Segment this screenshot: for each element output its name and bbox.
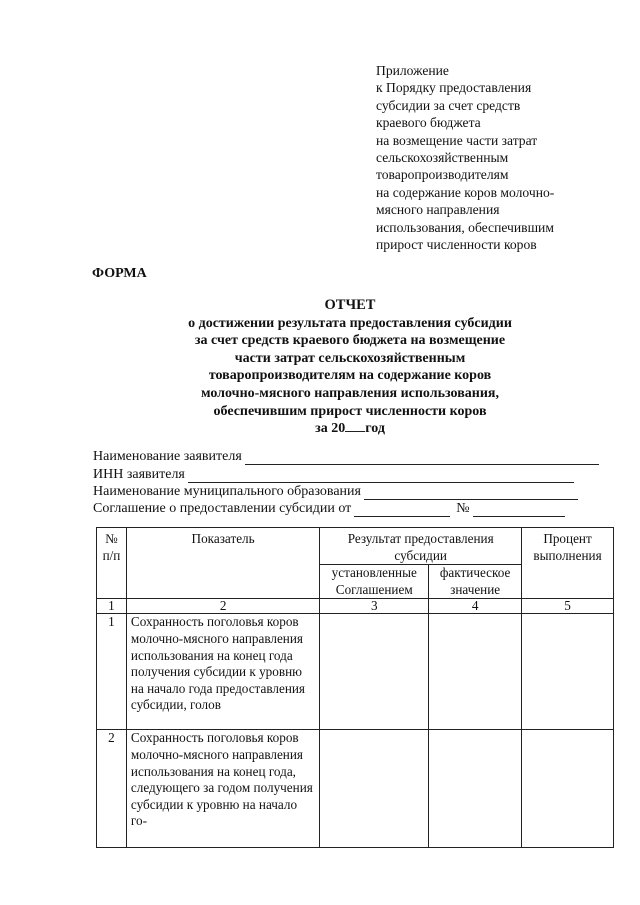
header-num <box>97 528 127 599</box>
header-result-label: Результат предоставления субсидии <box>347 531 494 563</box>
agreement-field <box>93 501 565 517</box>
applicant-name-field <box>93 449 599 465</box>
appendix-line: краевого бюджета <box>376 115 481 131</box>
year-prefix: за 20 <box>315 421 346 437</box>
appendix-line: к Порядку предоставления <box>376 80 532 96</box>
title-line: товаропроизводителям на содержание коров <box>208 368 492 384</box>
row-num: 1 <box>97 614 127 730</box>
appendix-line: прирост численности коров <box>376 237 537 253</box>
appendix-line: мясного направления <box>376 202 500 218</box>
appendix-line: сельскохозяйственным <box>376 150 509 166</box>
column-number: 4 <box>429 599 522 614</box>
report-title <box>100 297 600 438</box>
header-established: установленные Соглашением <box>320 565 429 599</box>
applicant-inn-label: ИНН заявителя <box>93 467 185 482</box>
header-result <box>320 528 522 565</box>
municipality-label: Наименование муниципального образования <box>93 484 361 499</box>
applicant-inn-field <box>93 467 574 483</box>
row-percent-cell[interactable] <box>522 614 614 730</box>
header-indicator-label: Показатель <box>191 531 255 546</box>
column-number: 5 <box>522 599 614 614</box>
appendix-block <box>376 62 616 253</box>
title-line: обеспечившим прирост численности коров <box>213 403 487 419</box>
row-num: 2 <box>97 730 127 848</box>
row-established-cell[interactable] <box>320 730 429 848</box>
agreement-number-label: № <box>456 501 470 516</box>
municipality-field <box>93 484 578 500</box>
column-number: 3 <box>320 599 429 614</box>
agreement-number-input[interactable] <box>473 504 565 517</box>
row-actual-cell[interactable] <box>429 730 522 848</box>
header-actual: фактическое значение <box>429 565 522 599</box>
table-header-row <box>97 528 614 565</box>
row-percent-cell[interactable] <box>522 730 614 848</box>
header-indicator <box>126 528 319 599</box>
row-indicator: Сохранность поголовья коров молочно-мясного направления использования на конец года получения субсидии к уровню на начало года предоставления субсидии, голов <box>126 614 319 730</box>
table-row <box>97 730 614 848</box>
report-year <box>100 420 600 438</box>
year-blank[interactable] <box>345 420 365 432</box>
agreement-date-input[interactable] <box>354 504 450 517</box>
title-line: за счет средств краевого бюджета на возмещение <box>194 333 506 349</box>
header-percent-label: Процент выполнения <box>533 531 602 563</box>
header-num-label: № п/п <box>102 531 121 563</box>
report-table <box>96 527 614 848</box>
table-row <box>97 614 614 730</box>
form-label: ФОРМА <box>92 266 147 281</box>
title-line: о достижении результата предоставления субсидии <box>188 315 512 331</box>
row-established-cell[interactable] <box>320 614 429 730</box>
agreement-label: Соглашение о предоставлении субсидии от <box>93 501 352 516</box>
appendix-line: товаропроизводителям <box>376 167 509 183</box>
applicant-name-label: Наименование заявителя <box>93 449 242 464</box>
year-suffix: год <box>365 421 385 437</box>
row-actual-cell[interactable] <box>429 614 522 730</box>
appendix-line: Приложение <box>376 63 449 78</box>
municipality-input[interactable] <box>364 487 578 500</box>
appendix-line: на возмещение части затрат <box>376 132 538 148</box>
report-heading: ОТЧЕТ <box>324 297 376 313</box>
column-number-row <box>97 599 614 614</box>
appendix-line: на содержание коров молочно- <box>376 184 555 200</box>
applicant-inn-input[interactable] <box>188 470 574 483</box>
appendix-line: использования, обеспечившим <box>376 219 554 235</box>
applicant-name-input[interactable] <box>245 452 599 465</box>
column-number: 2 <box>126 599 319 614</box>
row-indicator: Сохранность поголовья коров молочно-мясного направления использования на конец года, следующего за годом получения субсидии к уровню на начало го- <box>126 730 319 848</box>
title-line: части затрат сельскохозяйственным <box>234 350 466 366</box>
column-number: 1 <box>97 599 127 614</box>
appendix-line: субсидии за счет средств <box>376 97 521 113</box>
title-line: молочно-мясного направления использования, <box>201 385 499 401</box>
header-percent <box>522 528 614 599</box>
